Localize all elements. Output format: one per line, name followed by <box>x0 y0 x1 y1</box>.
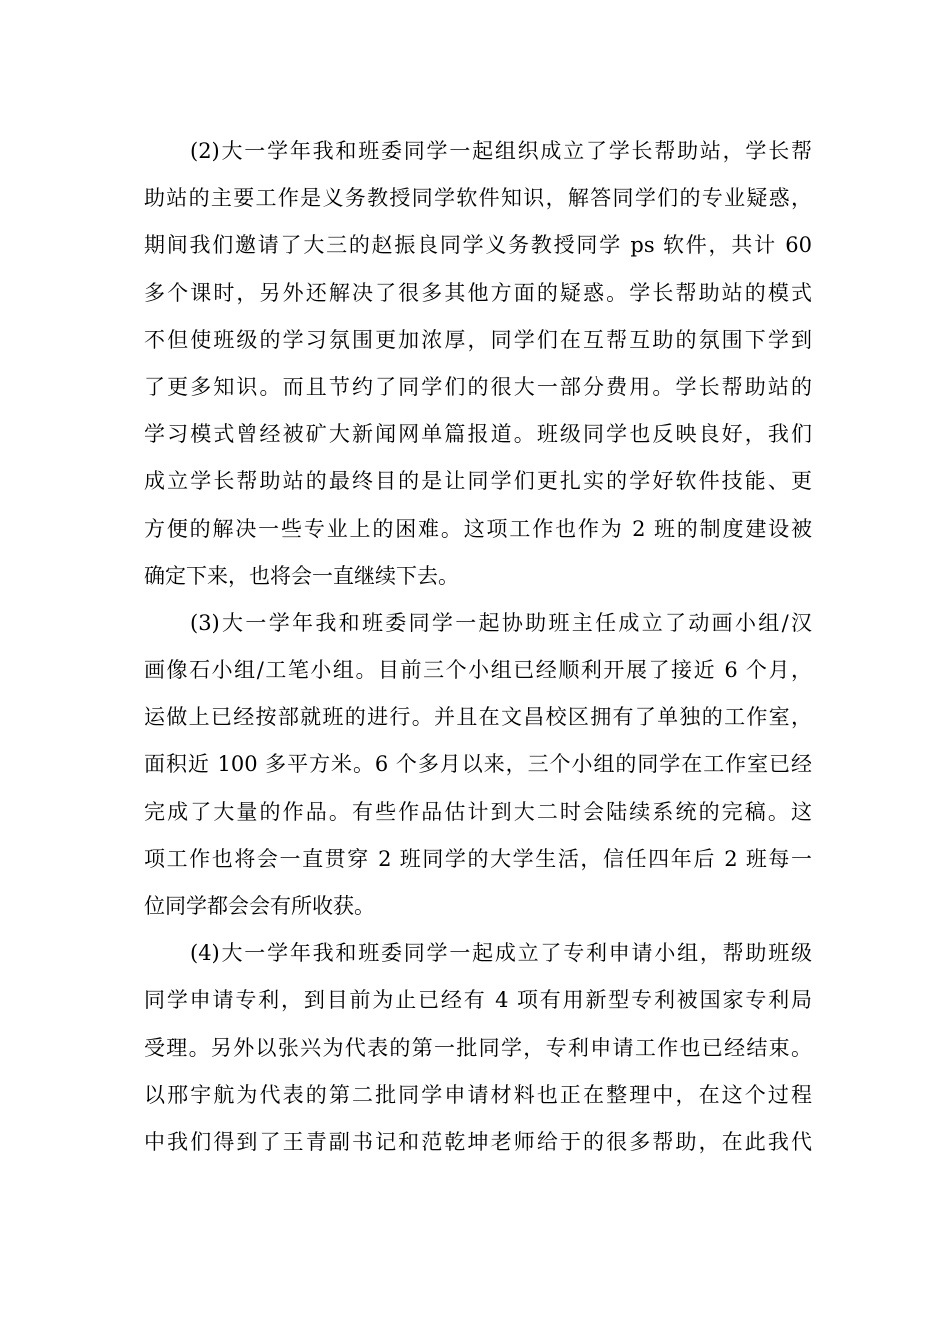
text-line: 方便的解决一些专业上的困难。这项工作也作为 2 班的制度建设被 <box>144 516 812 541</box>
text-line: 多个课时，另外还解决了很多其他方面的疑惑。学长帮助站的模式 <box>144 280 812 305</box>
text-line: 成立学长帮助站的最终目的是让同学们更扎实的学好软件技能、更 <box>144 469 812 494</box>
text-line: 项工作也将会一直贯穿 2 班同学的大学生活，信任四年后 2 班每一 <box>144 846 812 871</box>
text-line: 以邢宇航为代表的第二批同学申请材料也正在整理中，在这个过程 <box>144 1082 812 1107</box>
document-body <box>144 128 812 1166</box>
text-line: 助站的主要工作是义务教授同学软件知识，解答同学们的专业疑惑， <box>144 186 812 211</box>
paragraph-2 <box>144 128 812 600</box>
text-line: 不但使班级的学习氛围更加浓厚，同学们在互帮互助的氛围下学到 <box>144 327 812 352</box>
text-line: (4)大一学年我和班委同学一起成立了专利申请小组，帮助班级 <box>190 941 812 966</box>
paragraph-4 <box>144 930 812 1166</box>
text-line: 同学申请专利，到目前为止已经有 4 项有用新型专利被国家专利局 <box>144 988 812 1013</box>
text-line: 面积近 100 多平方米。6 个多月以来，三个小组的同学在工作室已经 <box>144 752 812 777</box>
text-line: 确定下来，也将会一直继续下去。 <box>144 563 459 588</box>
text-line: 期间我们邀请了大三的赵振良同学义务教授同学 ps 软件，共计 60 <box>144 233 812 258</box>
text-line: (2)大一学年我和班委同学一起组织成立了学长帮助站，学长帮 <box>190 139 812 163</box>
text-line: 受理。另外以张兴为代表的第一批同学，专利申请工作也已经结束。 <box>144 1035 812 1060</box>
text-line: 运做上已经按部就班的进行。并且在文昌校区拥有了单独的工作室， <box>144 705 812 730</box>
paragraph-3 <box>144 600 812 930</box>
text-line: (3)大一学年我和班委同学一起协助班主任成立了动画小组/汉 <box>190 610 812 635</box>
text-line: 完成了大量的作品。有些作品估计到大二时会陆续系统的完稿。这 <box>144 799 812 824</box>
text-line: 中我们得到了王青副书记和范乾坤老师给于的很多帮助，在此我代 <box>144 1129 812 1154</box>
text-line: 位同学都会会有所收获。 <box>144 894 375 918</box>
text-line: 了更多知识。而且节约了同学们的很大一部分费用。学长帮助站的 <box>144 374 812 399</box>
text-line: 学习模式曾经被矿大新闻网单篇报道。班级同学也反映良好，我们 <box>144 422 812 447</box>
text-line: 画像石小组/工笔小组。目前三个小组已经顺利开展了接近 6 个月， <box>144 658 812 683</box>
